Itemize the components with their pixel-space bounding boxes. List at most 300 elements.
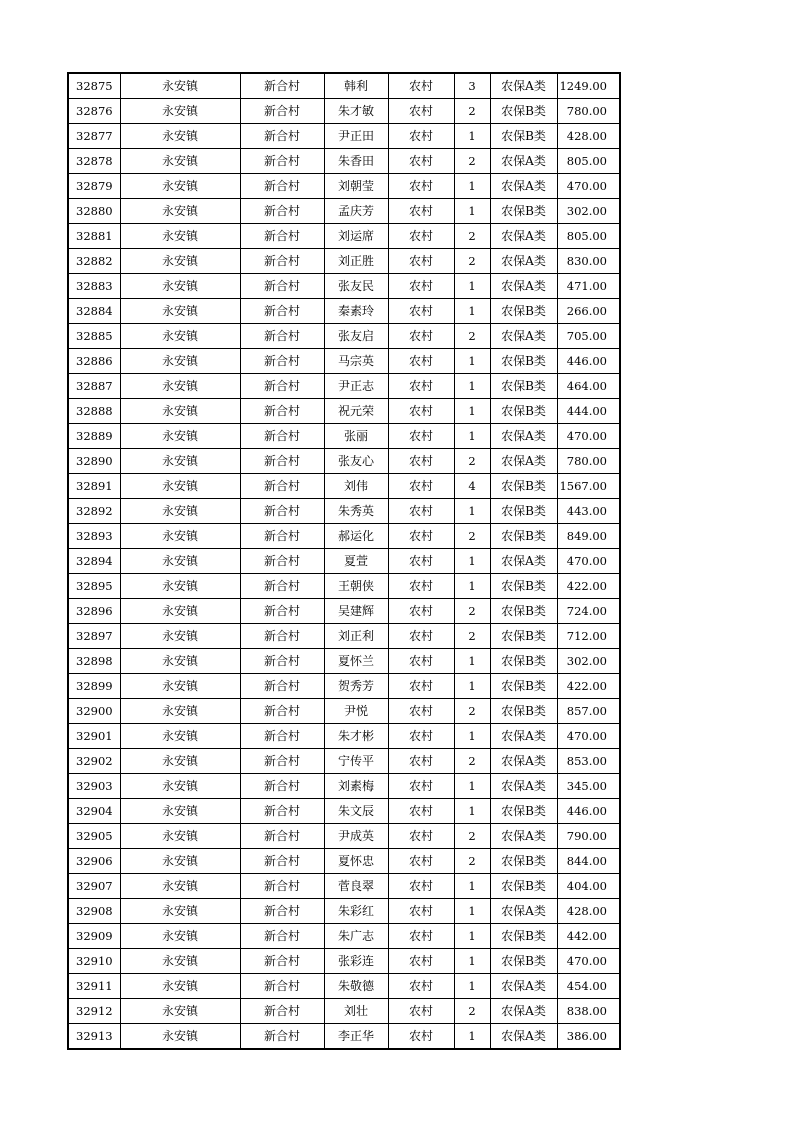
- village-cell: 新合村: [240, 624, 324, 649]
- person-name-cell: 张友启: [324, 324, 388, 349]
- village-cell: 新合村: [240, 924, 324, 949]
- person-name-cell: 尹成英: [324, 824, 388, 849]
- village-cell: 新合村: [240, 73, 324, 99]
- household-count-cell: 1: [454, 399, 490, 424]
- record-id-cell: 32902: [68, 749, 120, 774]
- residence-type-cell: 农村: [388, 624, 454, 649]
- village-cell: 新合村: [240, 899, 324, 924]
- town-cell: 永安镇: [120, 274, 240, 299]
- insurance-category-cell: 农保B类: [490, 124, 557, 149]
- table-row: [68, 149, 620, 174]
- residence-type-cell: 农村: [388, 549, 454, 574]
- table-row: [68, 849, 620, 874]
- town-cell: 永安镇: [120, 299, 240, 324]
- amount-cell: 422.00: [557, 674, 620, 699]
- village-cell: 新合村: [240, 424, 324, 449]
- village-cell: 新合村: [240, 174, 324, 199]
- table-row: [68, 974, 620, 999]
- person-name-cell: 刘伟: [324, 474, 388, 499]
- person-name-cell: 宁传平: [324, 749, 388, 774]
- residence-type-cell: 农村: [388, 99, 454, 124]
- household-count-cell: 2: [454, 524, 490, 549]
- insurance-category-cell: 农保B类: [490, 874, 557, 899]
- town-cell: 永安镇: [120, 574, 240, 599]
- residence-type-cell: 农村: [388, 849, 454, 874]
- record-id-cell: 32878: [68, 149, 120, 174]
- town-cell: 永安镇: [120, 374, 240, 399]
- residence-type-cell: 农村: [388, 399, 454, 424]
- household-count-cell: 2: [454, 99, 490, 124]
- insurance-category-cell: 农保B类: [490, 949, 557, 974]
- insurance-category-cell: 农保B类: [490, 649, 557, 674]
- record-id-cell: 32875: [68, 73, 120, 99]
- residence-type-cell: 农村: [388, 224, 454, 249]
- amount-cell: 844.00: [557, 849, 620, 874]
- insurance-category-cell: 农保A类: [490, 899, 557, 924]
- amount-cell: 780.00: [557, 449, 620, 474]
- person-name-cell: 朱文辰: [324, 799, 388, 824]
- amount-cell: 724.00: [557, 599, 620, 624]
- town-cell: 永安镇: [120, 649, 240, 674]
- household-count-cell: 2: [454, 624, 490, 649]
- amount-cell: 838.00: [557, 999, 620, 1024]
- residence-type-cell: 农村: [388, 474, 454, 499]
- person-name-cell: 刘运席: [324, 224, 388, 249]
- insurance-category-cell: 农保A类: [490, 774, 557, 799]
- residence-type-cell: 农村: [388, 324, 454, 349]
- town-cell: 永安镇: [120, 749, 240, 774]
- village-cell: 新合村: [240, 1024, 324, 1050]
- table-row: [68, 649, 620, 674]
- table-row: [68, 524, 620, 549]
- insurance-category-cell: 农保B类: [490, 624, 557, 649]
- amount-cell: 442.00: [557, 924, 620, 949]
- person-name-cell: 刘朝莹: [324, 174, 388, 199]
- amount-cell: 805.00: [557, 224, 620, 249]
- person-name-cell: 朱香田: [324, 149, 388, 174]
- residence-type-cell: 农村: [388, 374, 454, 399]
- amount-cell: 345.00: [557, 774, 620, 799]
- person-name-cell: 贺秀芳: [324, 674, 388, 699]
- household-count-cell: 1: [454, 424, 490, 449]
- amount-cell: 266.00: [557, 299, 620, 324]
- insurance-category-cell: 农保A类: [490, 1024, 557, 1050]
- household-count-cell: 1: [454, 774, 490, 799]
- household-count-cell: 1: [454, 174, 490, 199]
- table-row: [68, 674, 620, 699]
- record-id-cell: 32880: [68, 199, 120, 224]
- town-cell: 永安镇: [120, 899, 240, 924]
- insurance-category-cell: 农保A类: [490, 724, 557, 749]
- household-count-cell: 2: [454, 824, 490, 849]
- town-cell: 永安镇: [120, 774, 240, 799]
- village-cell: 新合村: [240, 999, 324, 1024]
- residence-type-cell: 农村: [388, 724, 454, 749]
- amount-cell: 470.00: [557, 174, 620, 199]
- record-id-cell: 32888: [68, 399, 120, 424]
- residence-type-cell: 农村: [388, 699, 454, 724]
- amount-cell: 805.00: [557, 149, 620, 174]
- insurance-category-cell: 农保B类: [490, 349, 557, 374]
- household-count-cell: 1: [454, 974, 490, 999]
- person-name-cell: 夏萱: [324, 549, 388, 574]
- household-count-cell: 2: [454, 999, 490, 1024]
- amount-cell: 790.00: [557, 824, 620, 849]
- table-row: [68, 399, 620, 424]
- amount-cell: 446.00: [557, 349, 620, 374]
- insurance-category-cell: 农保A类: [490, 449, 557, 474]
- amount-cell: 302.00: [557, 649, 620, 674]
- table-row: [68, 924, 620, 949]
- person-name-cell: 吴建辉: [324, 599, 388, 624]
- household-count-cell: 2: [454, 749, 490, 774]
- person-name-cell: 朱才敏: [324, 99, 388, 124]
- residence-type-cell: 农村: [388, 174, 454, 199]
- residence-type-cell: 农村: [388, 649, 454, 674]
- table-row: [68, 949, 620, 974]
- town-cell: 永安镇: [120, 849, 240, 874]
- insurance-category-cell: 农保A类: [490, 824, 557, 849]
- table-row: [68, 449, 620, 474]
- record-id-cell: 32893: [68, 524, 120, 549]
- town-cell: 永安镇: [120, 549, 240, 574]
- person-name-cell: 张彩连: [324, 949, 388, 974]
- town-cell: 永安镇: [120, 124, 240, 149]
- residence-type-cell: 农村: [388, 349, 454, 374]
- insurance-category-cell: 农保A类: [490, 224, 557, 249]
- insurance-category-cell: 农保B类: [490, 474, 557, 499]
- town-cell: 永安镇: [120, 99, 240, 124]
- town-cell: 永安镇: [120, 249, 240, 274]
- insurance-category-cell: 农保B类: [490, 699, 557, 724]
- household-count-cell: 1: [454, 199, 490, 224]
- village-cell: 新合村: [240, 374, 324, 399]
- town-cell: 永安镇: [120, 73, 240, 99]
- amount-cell: 853.00: [557, 749, 620, 774]
- insurance-category-cell: 农保A类: [490, 174, 557, 199]
- record-id-cell: 32883: [68, 274, 120, 299]
- table-row: [68, 624, 620, 649]
- town-cell: 永安镇: [120, 449, 240, 474]
- residence-type-cell: 农村: [388, 73, 454, 99]
- record-id-cell: 32892: [68, 499, 120, 524]
- village-cell: 新合村: [240, 274, 324, 299]
- insurance-category-cell: 农保B类: [490, 924, 557, 949]
- insurance-category-cell: 农保B类: [490, 799, 557, 824]
- household-count-cell: 2: [454, 599, 490, 624]
- amount-cell: 404.00: [557, 874, 620, 899]
- town-cell: 永安镇: [120, 524, 240, 549]
- person-name-cell: 李正华: [324, 1024, 388, 1050]
- village-cell: 新合村: [240, 599, 324, 624]
- village-cell: 新合村: [240, 724, 324, 749]
- town-cell: 永安镇: [120, 349, 240, 374]
- amount-cell: 454.00: [557, 974, 620, 999]
- person-name-cell: 张丽: [324, 424, 388, 449]
- person-name-cell: 刘正利: [324, 624, 388, 649]
- record-id-cell: 32909: [68, 924, 120, 949]
- village-cell: 新合村: [240, 499, 324, 524]
- village-cell: 新合村: [240, 749, 324, 774]
- residence-type-cell: 农村: [388, 574, 454, 599]
- table-row: [68, 824, 620, 849]
- village-cell: 新合村: [240, 224, 324, 249]
- record-id-cell: 32876: [68, 99, 120, 124]
- person-name-cell: 张友心: [324, 449, 388, 474]
- insurance-category-cell: 农保A类: [490, 149, 557, 174]
- residence-type-cell: 农村: [388, 874, 454, 899]
- household-count-cell: 1: [454, 574, 490, 599]
- residence-type-cell: 农村: [388, 674, 454, 699]
- town-cell: 永安镇: [120, 999, 240, 1024]
- household-count-cell: 2: [454, 324, 490, 349]
- village-cell: 新合村: [240, 849, 324, 874]
- record-id-cell: 32882: [68, 249, 120, 274]
- household-count-cell: 2: [454, 849, 490, 874]
- table-row: [68, 424, 620, 449]
- residence-type-cell: 农村: [388, 299, 454, 324]
- person-name-cell: 韩利: [324, 73, 388, 99]
- amount-cell: 830.00: [557, 249, 620, 274]
- village-cell: 新合村: [240, 974, 324, 999]
- household-count-cell: 2: [454, 149, 490, 174]
- residence-type-cell: 农村: [388, 999, 454, 1024]
- amount-cell: 470.00: [557, 724, 620, 749]
- village-cell: 新合村: [240, 799, 324, 824]
- person-name-cell: 秦素玲: [324, 299, 388, 324]
- amount-cell: 470.00: [557, 549, 620, 574]
- amount-cell: 1249.00: [557, 73, 620, 99]
- insurance-category-cell: 农保B类: [490, 574, 557, 599]
- village-cell: 新合村: [240, 474, 324, 499]
- record-id-cell: 32906: [68, 849, 120, 874]
- amount-cell: 1567.00: [557, 474, 620, 499]
- insurance-category-cell: 农保B类: [490, 499, 557, 524]
- record-id-cell: 32894: [68, 549, 120, 574]
- amount-cell: 428.00: [557, 124, 620, 149]
- table-row: [68, 274, 620, 299]
- record-id-cell: 32884: [68, 299, 120, 324]
- town-cell: 永安镇: [120, 1024, 240, 1050]
- record-id-cell: 32904: [68, 799, 120, 824]
- record-id-cell: 32899: [68, 674, 120, 699]
- record-id-cell: 32877: [68, 124, 120, 149]
- household-count-cell: 1: [454, 349, 490, 374]
- record-id-cell: 32885: [68, 324, 120, 349]
- household-count-cell: 1: [454, 799, 490, 824]
- town-cell: 永安镇: [120, 324, 240, 349]
- village-cell: 新合村: [240, 349, 324, 374]
- amount-cell: 705.00: [557, 324, 620, 349]
- residence-type-cell: 农村: [388, 124, 454, 149]
- village-cell: 新合村: [240, 249, 324, 274]
- table-row: [68, 1024, 620, 1050]
- table-row: [68, 499, 620, 524]
- record-id-cell: 32897: [68, 624, 120, 649]
- village-cell: 新合村: [240, 674, 324, 699]
- household-count-cell: 1: [454, 124, 490, 149]
- table-row: [68, 124, 620, 149]
- town-cell: 永安镇: [120, 874, 240, 899]
- town-cell: 永安镇: [120, 199, 240, 224]
- village-cell: 新合村: [240, 574, 324, 599]
- table-row: [68, 174, 620, 199]
- record-id-cell: 32898: [68, 649, 120, 674]
- amount-cell: 443.00: [557, 499, 620, 524]
- household-count-cell: 1: [454, 674, 490, 699]
- residence-type-cell: 农村: [388, 749, 454, 774]
- person-name-cell: 夏怀忠: [324, 849, 388, 874]
- table-row: [68, 749, 620, 774]
- town-cell: 永安镇: [120, 724, 240, 749]
- person-name-cell: 马宗英: [324, 349, 388, 374]
- person-name-cell: 菅良翠: [324, 874, 388, 899]
- residence-type-cell: 农村: [388, 1024, 454, 1050]
- table-row: [68, 299, 620, 324]
- table-row: [68, 699, 620, 724]
- record-id-cell: 32912: [68, 999, 120, 1024]
- village-cell: 新合村: [240, 524, 324, 549]
- insurance-category-cell: 农保B类: [490, 199, 557, 224]
- residence-type-cell: 农村: [388, 599, 454, 624]
- table-row: [68, 199, 620, 224]
- town-cell: 永安镇: [120, 824, 240, 849]
- village-cell: 新合村: [240, 199, 324, 224]
- person-name-cell: 朱秀英: [324, 499, 388, 524]
- amount-cell: 422.00: [557, 574, 620, 599]
- household-count-cell: 2: [454, 699, 490, 724]
- person-name-cell: 郝运化: [324, 524, 388, 549]
- table-row: [68, 574, 620, 599]
- residence-type-cell: 农村: [388, 149, 454, 174]
- residence-type-cell: 农村: [388, 949, 454, 974]
- person-name-cell: 刘壮: [324, 999, 388, 1024]
- person-name-cell: 朱敬德: [324, 974, 388, 999]
- amount-cell: 712.00: [557, 624, 620, 649]
- town-cell: 永安镇: [120, 699, 240, 724]
- town-cell: 永安镇: [120, 399, 240, 424]
- household-count-cell: 1: [454, 924, 490, 949]
- insurance-category-cell: 农保A类: [490, 549, 557, 574]
- record-id-cell: 32887: [68, 374, 120, 399]
- household-count-cell: 4: [454, 474, 490, 499]
- amount-cell: 470.00: [557, 949, 620, 974]
- household-count-cell: 1: [454, 649, 490, 674]
- person-name-cell: 祝元荣: [324, 399, 388, 424]
- amount-cell: 446.00: [557, 799, 620, 824]
- insurance-category-cell: 农保B类: [490, 674, 557, 699]
- residence-type-cell: 农村: [388, 274, 454, 299]
- roster-body: [68, 73, 620, 1049]
- person-name-cell: 王朝侠: [324, 574, 388, 599]
- amount-cell: 471.00: [557, 274, 620, 299]
- table-row: [68, 899, 620, 924]
- table-row: [68, 599, 620, 624]
- table-row: [68, 474, 620, 499]
- record-id-cell: 32890: [68, 449, 120, 474]
- person-name-cell: 朱广志: [324, 924, 388, 949]
- town-cell: 永安镇: [120, 474, 240, 499]
- table-row: [68, 774, 620, 799]
- insurance-category-cell: 农保A类: [490, 749, 557, 774]
- person-name-cell: 尹正志: [324, 374, 388, 399]
- record-id-cell: 32901: [68, 724, 120, 749]
- record-id-cell: 32905: [68, 824, 120, 849]
- residence-type-cell: 农村: [388, 774, 454, 799]
- record-id-cell: 32910: [68, 949, 120, 974]
- record-id-cell: 32879: [68, 174, 120, 199]
- village-cell: 新合村: [240, 774, 324, 799]
- record-id-cell: 32913: [68, 1024, 120, 1050]
- town-cell: 永安镇: [120, 174, 240, 199]
- village-cell: 新合村: [240, 299, 324, 324]
- table-row: [68, 224, 620, 249]
- person-name-cell: 朱彩红: [324, 899, 388, 924]
- table-row: [68, 349, 620, 374]
- amount-cell: 857.00: [557, 699, 620, 724]
- insurance-category-cell: 农保B类: [490, 99, 557, 124]
- person-name-cell: 尹正田: [324, 124, 388, 149]
- residence-type-cell: 农村: [388, 249, 454, 274]
- amount-cell: 386.00: [557, 1024, 620, 1050]
- village-cell: 新合村: [240, 649, 324, 674]
- record-id-cell: 32881: [68, 224, 120, 249]
- table-row: [68, 324, 620, 349]
- residence-type-cell: 农村: [388, 499, 454, 524]
- town-cell: 永安镇: [120, 424, 240, 449]
- residence-type-cell: 农村: [388, 974, 454, 999]
- table-row: [68, 724, 620, 749]
- table-row: [68, 874, 620, 899]
- record-id-cell: 32895: [68, 574, 120, 599]
- record-id-cell: 32886: [68, 349, 120, 374]
- table-row: [68, 249, 620, 274]
- insurance-category-cell: 农保A类: [490, 324, 557, 349]
- village-cell: 新合村: [240, 149, 324, 174]
- table-row: [68, 374, 620, 399]
- record-id-cell: 32908: [68, 899, 120, 924]
- residence-type-cell: 农村: [388, 899, 454, 924]
- table-row: [68, 99, 620, 124]
- person-name-cell: 夏怀兰: [324, 649, 388, 674]
- household-count-cell: 1: [454, 549, 490, 574]
- village-cell: 新合村: [240, 699, 324, 724]
- town-cell: 永安镇: [120, 949, 240, 974]
- amount-cell: 470.00: [557, 424, 620, 449]
- insurance-category-cell: 农保B类: [490, 374, 557, 399]
- record-id-cell: 32896: [68, 599, 120, 624]
- amount-cell: 464.00: [557, 374, 620, 399]
- table-row: [68, 799, 620, 824]
- residence-type-cell: 农村: [388, 799, 454, 824]
- insurance-category-cell: 农保A类: [490, 274, 557, 299]
- table-row: [68, 549, 620, 574]
- record-id-cell: 32903: [68, 774, 120, 799]
- household-count-cell: 2: [454, 249, 490, 274]
- village-cell: 新合村: [240, 324, 324, 349]
- record-id-cell: 32907: [68, 874, 120, 899]
- household-count-cell: 1: [454, 274, 490, 299]
- amount-cell: 302.00: [557, 199, 620, 224]
- household-count-cell: 1: [454, 499, 490, 524]
- town-cell: 永安镇: [120, 224, 240, 249]
- record-id-cell: 32891: [68, 474, 120, 499]
- town-cell: 永安镇: [120, 499, 240, 524]
- household-count-cell: 1: [454, 899, 490, 924]
- amount-cell: 849.00: [557, 524, 620, 549]
- household-count-cell: 1: [454, 374, 490, 399]
- household-count-cell: 2: [454, 224, 490, 249]
